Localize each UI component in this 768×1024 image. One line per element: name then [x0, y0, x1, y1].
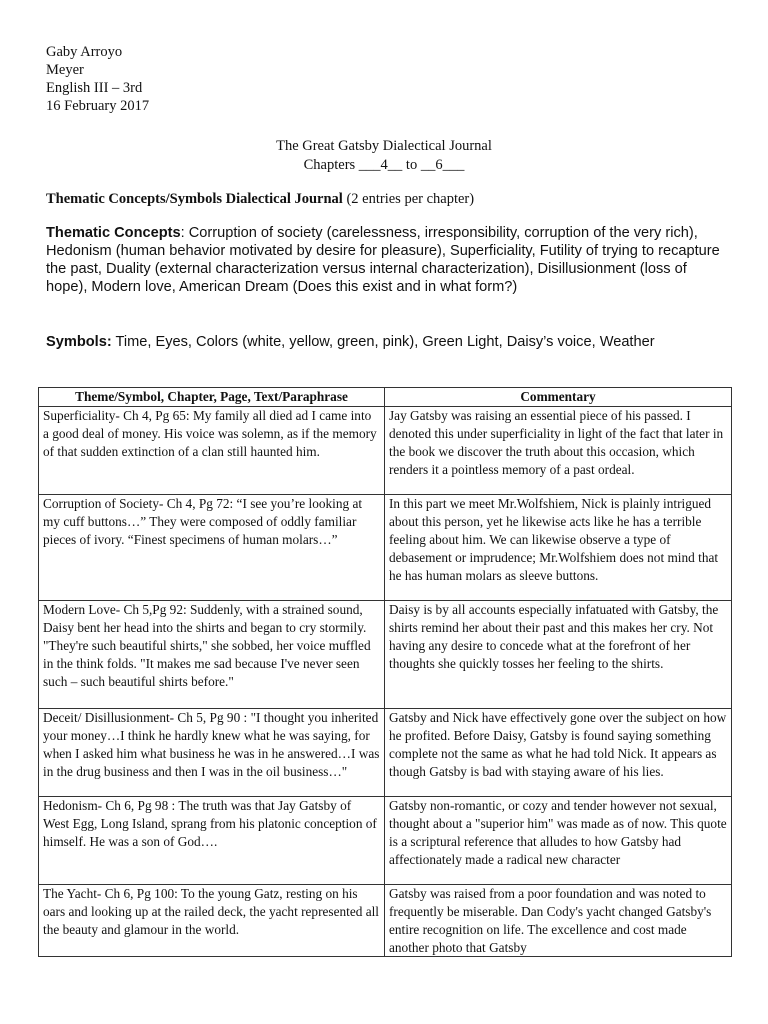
entry-commentary: In this part we meet Mr.Wolfshiem, Nick is plainly intrigued about this person, yet he likewise acts like he has a terrible feeling about him. We can likewise observe a type of debasement or imprudence; Mr.Wolfshiem does not mind that he has human molars as sleeve buttons.: [385, 495, 732, 601]
table-row: [39, 601, 732, 709]
entry-commentary-content: Gatsby was raised from a poor foundation and was noted to frequently be miserable. Dan Cody's yacht changed Gatsby's entire recognition on life. The excellence and cost made another photo that Gatsby: [389, 886, 712, 955]
date: 16 February 2017: [46, 98, 150, 114]
entry-text-content: The Yacht- Ch 6, Pg 100: To the young Gatz, resting on his oars and looking up at the railed deck, the yacht represented all the beauty and glamour in the world.: [43, 886, 379, 937]
journal-table: [38, 387, 732, 957]
journal-heading-bold: Thematic Concepts/Symbols Dialectical Journal: [46, 191, 343, 207]
title-line-1: The Great Gatsby Dialectical Journal: [276, 138, 492, 154]
entry-text: Modern Love- Ch 5,Pg 92: Suddenly, with a strained sound, Daisy bent her head into the shirts and began to cry stormily. "They're such beautiful shirts," she sobbed, her voice muffled in the think folds. "It makes me sad because I've never seen such – such beautiful shirts before.": [39, 601, 385, 709]
header-theme: Theme/Symbol, Chapter, Page, Text/Paraphrase: [39, 388, 385, 407]
entry-commentary: Gatsby non-romantic, or cozy and tender however not sexual, thought about a "superior him" was made as of now. This quote is a scriptural reference that alludes to how Gatsby had affectionately made a radical new character: [385, 797, 732, 885]
table-row: [39, 885, 732, 957]
thematic-concepts-label: Thematic Concepts: [46, 225, 181, 241]
thematic-concepts: [46, 224, 726, 296]
symbols-text: Time, Eyes, Colors (white, yellow, green, pink), Green Light, Daisy’s voice, Weather: [111, 334, 655, 350]
symbols-label: Symbols:: [46, 334, 112, 350]
class-name: English III – 3rd: [46, 80, 143, 96]
entry-commentary: Daisy is by all accounts especially infatuated with Gatsby, the shirts remind her about their past and this makes her cry. Not having any desire to concede what at the forefront of her thoughts she quickly tosses her feeling to the shirts.: [385, 601, 732, 709]
symbols: [46, 333, 726, 351]
entry-text: Deceit/ Disillusionment- Ch 5, Pg 90 : "I thought you inherited your money…I think he hardly knew what he was saying, for when I asked him what business he was in he answered…I was in the drug business and then I was in the oil business…": [39, 709, 385, 797]
entry-commentary: [385, 885, 732, 957]
header-commentary: Commentary: [385, 388, 732, 407]
student-name: Gaby Arroyo: [46, 44, 123, 60]
table-row: [39, 495, 732, 601]
journal-heading: [46, 190, 474, 208]
table-header-row: [39, 388, 732, 407]
table-row: [39, 709, 732, 797]
teacher-name: Meyer: [46, 62, 84, 78]
entry-commentary: Jay Gatsby was raising an essential piece of his passed. I denoted this under superficiality in light of the fact that later in the book we discover the truth about this occasion, which renders it a pointless memory of a past ordeal.: [385, 407, 732, 495]
entry-text: [39, 885, 385, 957]
table-row: [39, 407, 732, 495]
entry-commentary: Gatsby and Nick have effectively gone over the subject on how he profited. Before Daisy, Gatsby is found saying something complete not the same as what he had told Nick. It appears as though Gatsby is bad with staying aware of his lies.: [385, 709, 732, 797]
entry-text: Hedonism- Ch 6, Pg 98 : The truth was that Jay Gatsby of West Egg, Long Island, sprang from his platonic conception of himself. He was a son of God….: [39, 797, 385, 885]
journal-heading-note: (2 entries per chapter): [342, 191, 475, 207]
entry-text: Corruption of Society- Ch 4, Pg 72: “I see you’re looking at my cuff buttons…” They were composed of oddly familiar pieces of ivory. “Finest specimens of human molars…”: [39, 495, 385, 601]
thematic-concepts-text: : Corruption of society (carelessness, irresponsibility, corruption of the very rich), Hedonism (human behavior motivated by desire for pleasure), Superficiality, Futility of trying to recapture the past, Duality (external characterization versus internal characterization), Disillusionment (loss of hope), Modern love, American Dream (Does this exist and in what form?): [46, 225, 720, 295]
student-header: [46, 43, 149, 115]
title-line-2: Chapters ___4__ to __6___: [303, 157, 465, 173]
document-title: [0, 137, 768, 175]
table-row: [39, 797, 732, 885]
entry-text: Superficiality- Ch 4, Pg 65: My family all died ad I came into a good deal of money. His voice was solemn, as if the memory of that sudden extinction of a clan still haunted him.: [39, 407, 385, 495]
